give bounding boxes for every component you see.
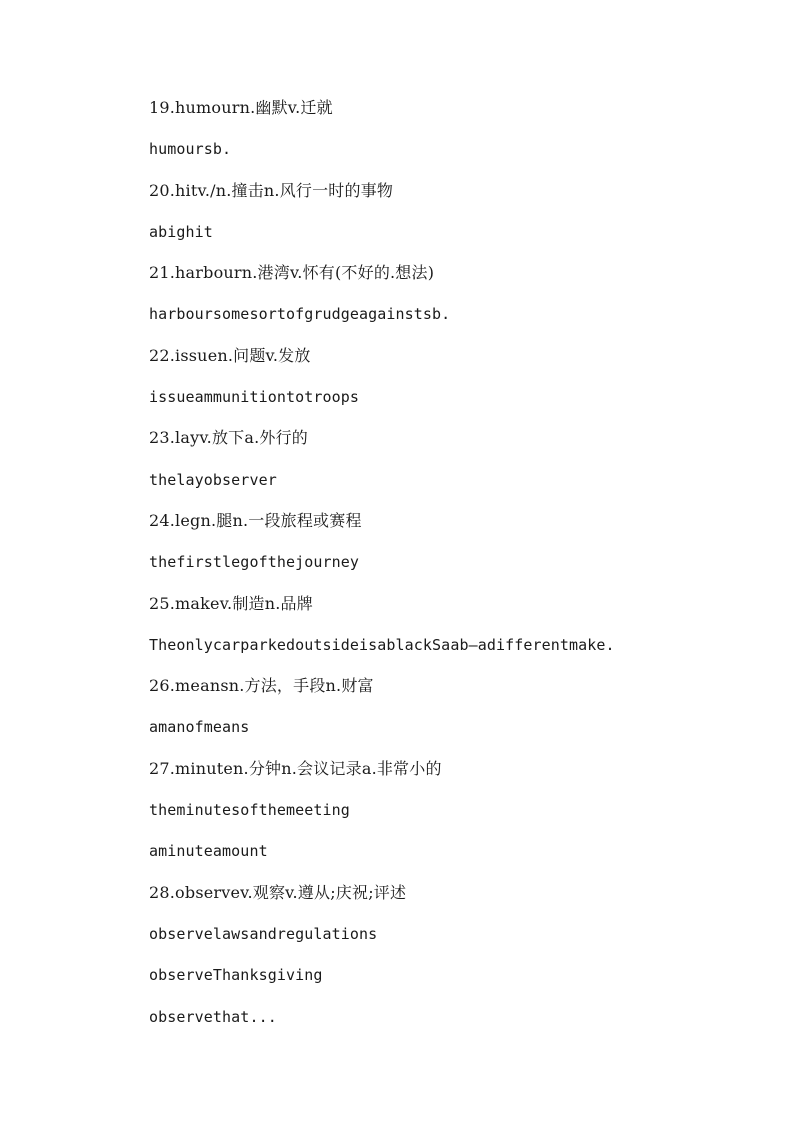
entry-example: thefirstlegofthejourney [149, 553, 360, 572]
entry-headword: 22.issuen.问题v.发放 [149, 345, 311, 365]
vocabulary-list [149, 96, 769, 1046]
entry-example: humoursb. [149, 140, 232, 159]
entry-example: amanofmeans [149, 718, 250, 737]
entry-example: harboursomesortofgrudgeagainstsb. [149, 305, 451, 324]
entry-example: observeThanksgiving [149, 966, 323, 985]
entry-headword: 28.observev.观察v.遵从;庆祝;评述 [149, 882, 407, 902]
entry-headword: 27.minuten.分钟n.会议记录a.非常小的 [149, 758, 442, 778]
entry-headword: 24.legn.腿n.一段旅程或赛程 [149, 510, 362, 530]
entry-example: theminutesofthemeeting [149, 801, 350, 820]
entry-example: TheonlycarparkedoutsideisablackSaab—adifferentmake. [149, 635, 615, 654]
entry-example: observelawsandregulations [149, 924, 378, 943]
entry-headword: 23.layv.放下a.外行的 [149, 428, 308, 448]
entry-example: abighit [149, 222, 213, 241]
entry-headword: 26.meansn.方法，手段n.财富 [149, 676, 374, 696]
entry-example: issueammunitiontotroops [149, 388, 360, 407]
entry-headword: 19.humourn.幽默v.迁就 [149, 98, 333, 117]
entry-example: aminuteamount [149, 842, 268, 861]
entry-example: thelayobserver [149, 470, 277, 489]
entry-headword: 20.hitv./n.撞击n.风行一时的事物 [149, 180, 394, 200]
entry-example: observethat... [149, 1007, 277, 1026]
entry-headword: 21.harbourn.港湾v.怀有(不好的.想法) [149, 263, 435, 283]
entry-headword: 25.makev.制造n.品牌 [149, 593, 313, 613]
